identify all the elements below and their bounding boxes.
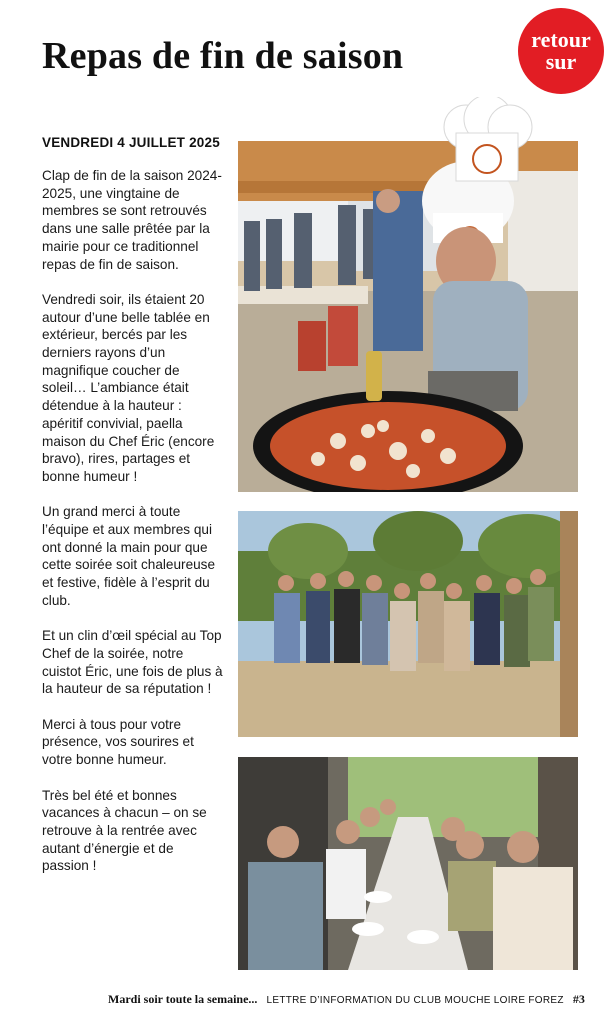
badge-line-2: sur [545, 49, 577, 74]
photo-chef-paella-illustration [238, 141, 578, 492]
page-footer [108, 992, 585, 1007]
footer-newsletter: LETTRE D’INFORMATION DU CLUB MOUCHE LOIRE FOREZ [266, 995, 564, 1006]
photo-dinner-illustration [238, 757, 578, 970]
paragraph-6: Très bel été et bonnes vacances à chacun – on se retrouve à la rentrée avec autant d’énergie et de passion ! [42, 787, 207, 874]
paragraph-3: Un grand merci à toute l’équipe et aux membres qui ont donné la main pour que cette soirée soit chaleureuse et festive, fidèle à l’esprit du club. [42, 504, 216, 608]
retour-sur-badge [518, 8, 604, 94]
photo-group-illustration [238, 511, 578, 737]
footer-page-number: #3 [572, 992, 585, 1006]
paragraph-2: Vendredi soir, ils étaient 20 autour d’une belle tablée en extérieur, bercés par les derniers rayons d’un magnifique coucher de soleil… L’ambiance était détendue à la hauteur : apéritif convivial, paella maison du Chef Éric (encore bravo), rires, partages et bonne humeur ! [42, 291, 215, 484]
article-body [42, 167, 224, 893]
article-date: VENDREDI 4 JUILLET 2025 [42, 135, 220, 150]
badge-line-1: retour [531, 27, 591, 52]
paragraph-5: Merci à tous pour votre présence, vos sourires et votre bonne humeur. [42, 716, 194, 768]
footer-schedule: Mardi soir toute la semaine... [108, 992, 258, 1006]
photo-chef-paella [238, 141, 578, 492]
chef-hat-icon [440, 97, 534, 187]
paragraph-1: Clap de fin de la saison 2024-2025, une vingtaine de membres se sont retrouvés dans une salle prêtée par la mairie pour ce traditionnel repas de fin de saison. [42, 168, 222, 272]
paragraph-4: Et un clin d’œil spécial au Top Chef de la soirée, notre cuistot Éric, une fois de plus à la hauteur de sa réputation ! [42, 628, 223, 697]
page-title: Repas de fin de saison [42, 35, 404, 77]
photo-dinner-table [238, 757, 578, 970]
photo-group [238, 511, 578, 737]
